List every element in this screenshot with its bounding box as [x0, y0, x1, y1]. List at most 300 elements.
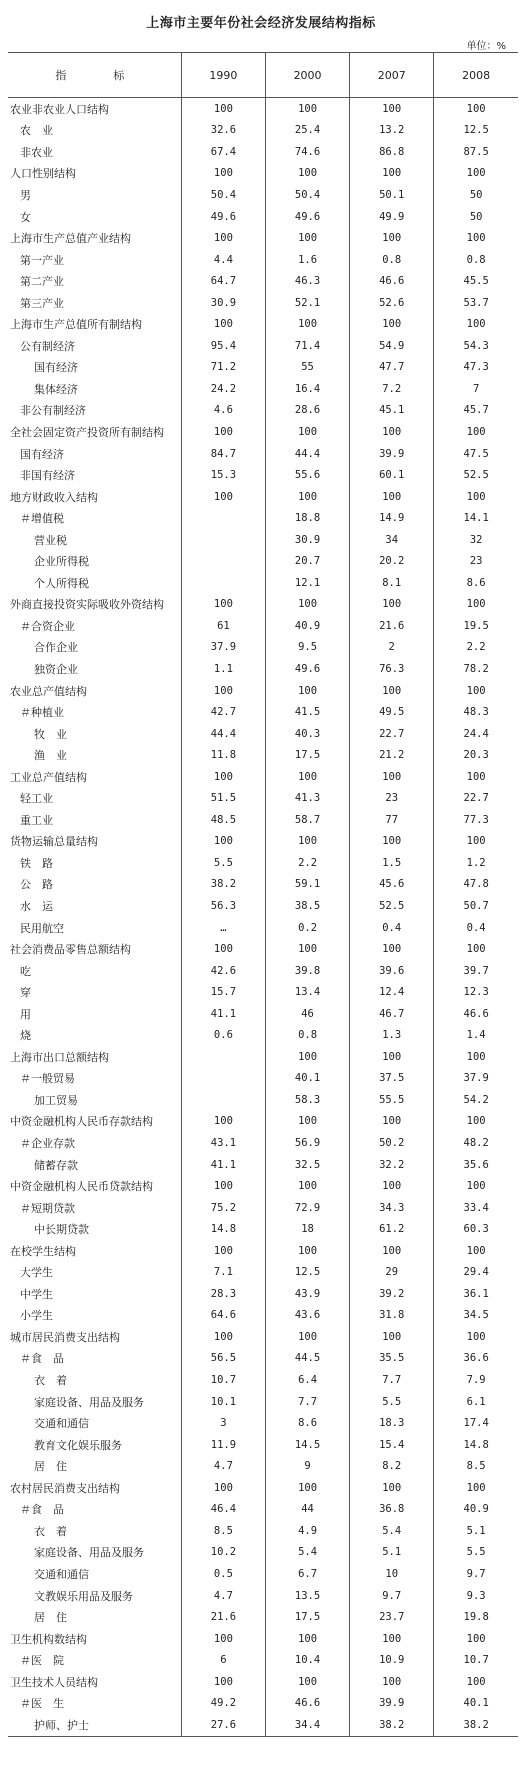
value-2007: 100: [350, 594, 434, 616]
value-1990: 100: [181, 1111, 265, 1133]
value-2000: 59.1: [265, 874, 349, 896]
indicator-label: ＃食 品: [20, 1352, 64, 1366]
value-2008: 100: [434, 227, 518, 249]
table-row: [8, 1455, 518, 1477]
unit-label: 单位：%: [466, 41, 506, 52]
table-row: [8, 723, 518, 745]
value-2007: 45.1: [350, 400, 434, 422]
value-2007: 49.5: [350, 701, 434, 723]
value-2007: 50.2: [350, 1132, 434, 1154]
value-2000: 100: [265, 98, 349, 120]
indicator-label: 营业税: [34, 533, 67, 547]
value-2008: 34.5: [434, 1305, 518, 1327]
indicator-label: 国有经济: [34, 361, 78, 375]
value-1990: 100: [181, 938, 265, 960]
value-2007: 100: [350, 1175, 434, 1197]
value-2007: 29: [350, 1262, 434, 1284]
value-1990: 100: [181, 98, 265, 120]
value-1990: 11.9: [181, 1434, 265, 1456]
value-2000: 17.5: [265, 1606, 349, 1628]
indicator-label: 在校学生结构: [10, 1244, 76, 1258]
value-2000: 41.3: [265, 788, 349, 810]
indicator-label: ＃一般贸易: [20, 1072, 75, 1086]
value-1990: 42.7: [181, 701, 265, 723]
value-2000: 56.9: [265, 1132, 349, 1154]
value-2000: 40.3: [265, 723, 349, 745]
value-1990: 46.4: [181, 1499, 265, 1521]
indicator-label: 交通和通信: [34, 1417, 89, 1431]
value-1990: 21.6: [181, 1606, 265, 1628]
table-row: [8, 486, 518, 508]
value-2007: 100: [350, 1240, 434, 1262]
value-2000: 39.8: [265, 960, 349, 982]
table-row: [8, 400, 518, 422]
value-2007: 100: [350, 163, 434, 185]
value-1990: 50.4: [181, 184, 265, 206]
value-2008: 45.7: [434, 400, 518, 422]
value-2000: 72.9: [265, 1197, 349, 1219]
indicator-label: 中资金融机构人民币贷款结构: [10, 1180, 153, 1194]
value-2000: 2.2: [265, 852, 349, 874]
value-2007: 100: [350, 938, 434, 960]
value-2000: 16.4: [265, 378, 349, 400]
value-2007: 10: [350, 1563, 434, 1585]
value-2008: 60.3: [434, 1218, 518, 1240]
value-2007: 8.2: [350, 1455, 434, 1477]
value-2000: 5.4: [265, 1542, 349, 1564]
table-row: [8, 1348, 518, 1370]
table-row: [8, 1305, 518, 1327]
value-2008: 47.8: [434, 874, 518, 896]
value-2000: 49.6: [265, 206, 349, 228]
value-2007: 86.8: [350, 141, 434, 163]
header-year-2007: 2007: [350, 53, 434, 98]
value-2007: 22.7: [350, 723, 434, 745]
value-2008: 35.6: [434, 1154, 518, 1176]
indicator-label: 农 业: [20, 124, 53, 138]
value-2007: 100: [350, 766, 434, 788]
value-1990: [181, 1046, 265, 1068]
value-1990: 1.1: [181, 658, 265, 680]
value-2008: 100: [434, 1628, 518, 1650]
value-1990: 5.5: [181, 852, 265, 874]
value-2000: 34.4: [265, 1714, 349, 1736]
value-2007: 100: [350, 1671, 434, 1693]
table-row: [8, 98, 518, 120]
table-body: [8, 98, 518, 1737]
value-2000: 44: [265, 1499, 349, 1521]
value-2008: 100: [434, 1240, 518, 1262]
table-row: [8, 1175, 518, 1197]
value-2007: 23: [350, 788, 434, 810]
value-2008: 12.3: [434, 981, 518, 1003]
table-row: [8, 701, 518, 723]
table-row: [8, 1369, 518, 1391]
table-row: [8, 981, 518, 1003]
value-2008: 48.3: [434, 701, 518, 723]
value-2007: 60.1: [350, 464, 434, 486]
value-2000: 100: [265, 421, 349, 443]
indicator-label: ＃医 生: [20, 1697, 64, 1711]
value-2000: 55: [265, 357, 349, 379]
value-2000: 100: [265, 1628, 349, 1650]
value-2008: 54.2: [434, 1089, 518, 1111]
value-2007: 100: [350, 1111, 434, 1133]
table-row: [8, 357, 518, 379]
indicator-label: 合作企业: [34, 641, 78, 655]
value-2000: 100: [265, 938, 349, 960]
value-2000: 46.6: [265, 1692, 349, 1714]
value-2008: 23: [434, 550, 518, 572]
value-2008: 50.7: [434, 895, 518, 917]
value-2007: 13.2: [350, 120, 434, 142]
value-1990: 49.2: [181, 1692, 265, 1714]
value-1990: 4.4: [181, 249, 265, 271]
table-row: [8, 852, 518, 874]
value-2000: 20.7: [265, 550, 349, 572]
value-1990: 95.4: [181, 335, 265, 357]
value-2007: 54.9: [350, 335, 434, 357]
value-2007: 32.2: [350, 1154, 434, 1176]
table-row: [8, 1671, 518, 1693]
value-2000: 55.6: [265, 464, 349, 486]
indicator-label: 大学生: [20, 1266, 53, 1280]
value-2007: 39.9: [350, 443, 434, 465]
value-1990: 100: [181, 1326, 265, 1348]
header-year-1990: 1990: [181, 53, 265, 98]
indicator-label: 个人所得税: [34, 576, 89, 590]
value-2008: 48.2: [434, 1132, 518, 1154]
value-2007: 100: [350, 1477, 434, 1499]
value-2007: 77: [350, 809, 434, 831]
value-2008: 40.9: [434, 1499, 518, 1521]
value-2007: 100: [350, 1326, 434, 1348]
table-row: [8, 1197, 518, 1219]
value-2008: 36.1: [434, 1283, 518, 1305]
value-2007: 100: [350, 313, 434, 335]
indicator-label: 文教娱乐用品及服务: [34, 1589, 133, 1603]
value-2008: 50: [434, 206, 518, 228]
indicator-label: 第二产业: [20, 275, 64, 289]
table-row: [8, 1283, 518, 1305]
value-1990: 71.2: [181, 357, 265, 379]
value-2008: 39.7: [434, 960, 518, 982]
value-2008: 1.4: [434, 1025, 518, 1047]
indicator-label: 独资企业: [34, 662, 78, 676]
value-2008: 22.7: [434, 788, 518, 810]
value-1990: 100: [181, 766, 265, 788]
value-1990: 56.3: [181, 895, 265, 917]
indicator-label: 水 运: [20, 900, 53, 913]
value-2007: 21.6: [350, 615, 434, 637]
value-2000: 100: [265, 594, 349, 616]
indicator-label: 交通和通信: [34, 1567, 89, 1581]
value-1990: 61: [181, 615, 265, 637]
value-2008: 7: [434, 378, 518, 400]
value-2000: 14.5: [265, 1434, 349, 1456]
value-2008: 100: [434, 1671, 518, 1693]
table-row: [8, 529, 518, 551]
value-2000: 100: [265, 1240, 349, 1262]
value-2008: 20.3: [434, 744, 518, 766]
value-2000: 100: [265, 1671, 349, 1693]
value-1990: 84.7: [181, 443, 265, 465]
value-2008: 87.5: [434, 141, 518, 163]
value-2000: 18: [265, 1218, 349, 1240]
table-row: [8, 270, 518, 292]
value-2007: 18.3: [350, 1412, 434, 1434]
table-row: [8, 1542, 518, 1564]
value-2008: 14.1: [434, 507, 518, 529]
table-row: [8, 1240, 518, 1262]
value-2000: 74.6: [265, 141, 349, 163]
indicator-label: 居 住: [34, 1460, 67, 1474]
indicator-label: 第三产业: [20, 296, 64, 310]
indicator-label: 小学生: [20, 1309, 53, 1323]
value-2008: 100: [434, 163, 518, 185]
value-2000: 6.7: [265, 1563, 349, 1585]
value-2000: 4.9: [265, 1520, 349, 1542]
value-2000: 13.4: [265, 981, 349, 1003]
value-2008: 100: [434, 1046, 518, 1068]
indicator-label: 农业总产值结构: [10, 684, 87, 698]
value-2000: 0.8: [265, 1025, 349, 1047]
value-2000: 44.5: [265, 1348, 349, 1370]
indicator-label: 牧 业: [34, 727, 67, 741]
indicator-label: 中学生: [20, 1287, 53, 1301]
value-1990: [181, 529, 265, 551]
value-2008: 9.3: [434, 1585, 518, 1607]
value-2000: 38.5: [265, 895, 349, 917]
value-2000: 46: [265, 1003, 349, 1025]
table-row: [8, 443, 518, 465]
value-1990: 100: [181, 227, 265, 249]
value-2000: 10.4: [265, 1649, 349, 1671]
value-2007: 37.5: [350, 1068, 434, 1090]
table-row: [8, 766, 518, 788]
value-1990: 41.1: [181, 1003, 265, 1025]
value-2008: 5.1: [434, 1520, 518, 1542]
table-row: [8, 1046, 518, 1068]
value-2008: 32: [434, 529, 518, 551]
indicator-label: ＃医 院: [20, 1654, 64, 1668]
value-2007: 50.1: [350, 184, 434, 206]
value-2008: 100: [434, 766, 518, 788]
value-2008: 100: [434, 313, 518, 335]
value-1990: 56.5: [181, 1348, 265, 1370]
indicator-label: 集体经济: [34, 382, 78, 396]
value-2008: 100: [434, 98, 518, 120]
indicator-label: 非农业: [20, 145, 53, 159]
value-1990: 100: [181, 1477, 265, 1499]
table-row: [8, 1218, 518, 1240]
value-2008: 78.2: [434, 658, 518, 680]
value-2000: 100: [265, 831, 349, 853]
table-row: [8, 507, 518, 529]
indicator-label: 民用航空: [20, 921, 64, 935]
table-row: [8, 637, 518, 659]
value-1990: 100: [181, 313, 265, 335]
table-row: [8, 1563, 518, 1585]
value-2007: 100: [350, 98, 434, 120]
table-row: [8, 1499, 518, 1521]
value-2007: 52.6: [350, 292, 434, 314]
value-1990: 10.7: [181, 1369, 265, 1391]
table-row: [8, 313, 518, 335]
indicator-label: 烧: [20, 1029, 31, 1043]
table-row: [8, 658, 518, 680]
value-2000: 6.4: [265, 1369, 349, 1391]
value-2008: 40.1: [434, 1692, 518, 1714]
value-2007: 5.4: [350, 1520, 434, 1542]
value-1990: 100: [181, 486, 265, 508]
table-row: [8, 249, 518, 271]
value-2000: 8.6: [265, 1412, 349, 1434]
value-2008: 100: [434, 1111, 518, 1133]
table-row: [8, 874, 518, 896]
value-2000: 50.4: [265, 184, 349, 206]
value-2007: 7.2: [350, 378, 434, 400]
indicator-label: 第一产业: [20, 253, 64, 267]
value-2000: 9.5: [265, 637, 349, 659]
value-2008: 0.8: [434, 249, 518, 271]
value-2007: 34: [350, 529, 434, 551]
table-row: [8, 163, 518, 185]
value-1990: 0.6: [181, 1025, 265, 1047]
value-2007: 100: [350, 831, 434, 853]
value-2000: 12.5: [265, 1262, 349, 1284]
value-1990: 49.6: [181, 206, 265, 228]
indicator-label: 国有经济: [20, 447, 64, 461]
table-row: [8, 1003, 518, 1025]
table-row: [8, 227, 518, 249]
value-2008: 100: [434, 1477, 518, 1499]
value-2000: 100: [265, 766, 349, 788]
indicator-label: ＃食 品: [20, 1503, 64, 1517]
table-row: [8, 895, 518, 917]
value-2008: 1.2: [434, 852, 518, 874]
value-1990: [181, 572, 265, 594]
value-1990: 7.1: [181, 1262, 265, 1284]
value-2007: 0.4: [350, 917, 434, 939]
table-row: [8, 744, 518, 766]
indicator-label: 衣 着: [34, 1374, 67, 1388]
indicator-label: 公有制经济: [20, 339, 75, 353]
structure-indicator-table: [8, 52, 518, 1737]
table-row: [8, 120, 518, 142]
value-2000: 41.5: [265, 701, 349, 723]
indicator-label: 男: [20, 188, 31, 202]
value-2007: 20.2: [350, 550, 434, 572]
header-row: [8, 53, 518, 98]
value-2007: 61.2: [350, 1218, 434, 1240]
value-2007: 38.2: [350, 1714, 434, 1736]
value-2007: 15.4: [350, 1434, 434, 1456]
table-row: [8, 680, 518, 702]
value-2000: 46.3: [265, 270, 349, 292]
value-2008: 47.3: [434, 357, 518, 379]
value-2007: 36.8: [350, 1499, 434, 1521]
value-2008: 54.3: [434, 335, 518, 357]
value-2008: 100: [434, 1326, 518, 1348]
indicator-label: 加工贸易: [34, 1093, 78, 1107]
value-1990: 15.3: [181, 464, 265, 486]
value-2007: 39.6: [350, 960, 434, 982]
value-1990: 24.2: [181, 378, 265, 400]
table-row: [8, 1477, 518, 1499]
table-row: [8, 938, 518, 960]
indicator-label: 上海市生产总值所有制结构: [10, 318, 142, 332]
value-2008: 19.8: [434, 1606, 518, 1628]
indicator-label: 吃: [20, 964, 31, 978]
table-row: [8, 1132, 518, 1154]
indicator-label: ＃增值税: [20, 512, 64, 526]
value-2007: 76.3: [350, 658, 434, 680]
table-row: [8, 1154, 518, 1176]
indicator-label: 中资金融机构人民币存款结构: [10, 1115, 153, 1129]
value-1990: 4.7: [181, 1455, 265, 1477]
value-1990: 32.6: [181, 120, 265, 142]
table-row: [8, 464, 518, 486]
value-2008: 12.5: [434, 120, 518, 142]
value-2007: 0.8: [350, 249, 434, 271]
value-2000: 100: [265, 1111, 349, 1133]
table-row: [8, 917, 518, 939]
value-2007: 39.2: [350, 1283, 434, 1305]
value-2000: 43.9: [265, 1283, 349, 1305]
value-2008: 24.4: [434, 723, 518, 745]
value-2000: 9: [265, 1455, 349, 1477]
indicator-label: 卫生技术人员结构: [10, 1675, 98, 1689]
value-1990: 100: [181, 1671, 265, 1693]
value-1990: 43.1: [181, 1132, 265, 1154]
indicator-label: 居 住: [34, 1611, 67, 1625]
value-2000: 100: [265, 313, 349, 335]
indicator-label: 护师、护士: [8, 1714, 181, 1736]
table-row: [8, 831, 518, 853]
value-1990: 14.8: [181, 1218, 265, 1240]
indicator-label: 非国有经济: [20, 469, 75, 483]
value-2007: 9.7: [350, 1585, 434, 1607]
value-2008: 100: [434, 486, 518, 508]
value-1990: 100: [181, 421, 265, 443]
header-year-2008: 2008: [434, 53, 518, 98]
value-2007: 1.5: [350, 852, 434, 874]
indicator-label: 货物运输总量结构: [10, 835, 98, 849]
value-1990: 75.2: [181, 1197, 265, 1219]
value-2008: 6.1: [434, 1391, 518, 1413]
indicator-label: 社会消费品零售总额结构: [10, 943, 131, 957]
value-1990: 4.6: [181, 400, 265, 422]
value-2000: 58.3: [265, 1089, 349, 1111]
table-row: [8, 594, 518, 616]
value-2008: 100: [434, 680, 518, 702]
table-row: [8, 550, 518, 572]
indicator-label: 衣 着: [34, 1524, 67, 1538]
value-2008: 100: [434, 831, 518, 853]
value-2008: 8.5: [434, 1455, 518, 1477]
value-2007: 5.1: [350, 1542, 434, 1564]
value-2000: 100: [265, 1477, 349, 1499]
value-1990: 100: [181, 831, 265, 853]
table-row: [8, 572, 518, 594]
value-2008: 2.2: [434, 637, 518, 659]
indicator-label: 用: [20, 1007, 31, 1021]
value-2000: 44.4: [265, 443, 349, 465]
indicator-label: 卫生机构数结构: [10, 1632, 87, 1646]
value-1990: 10.2: [181, 1542, 265, 1564]
indicator-label: 储蓄存款: [34, 1158, 78, 1172]
